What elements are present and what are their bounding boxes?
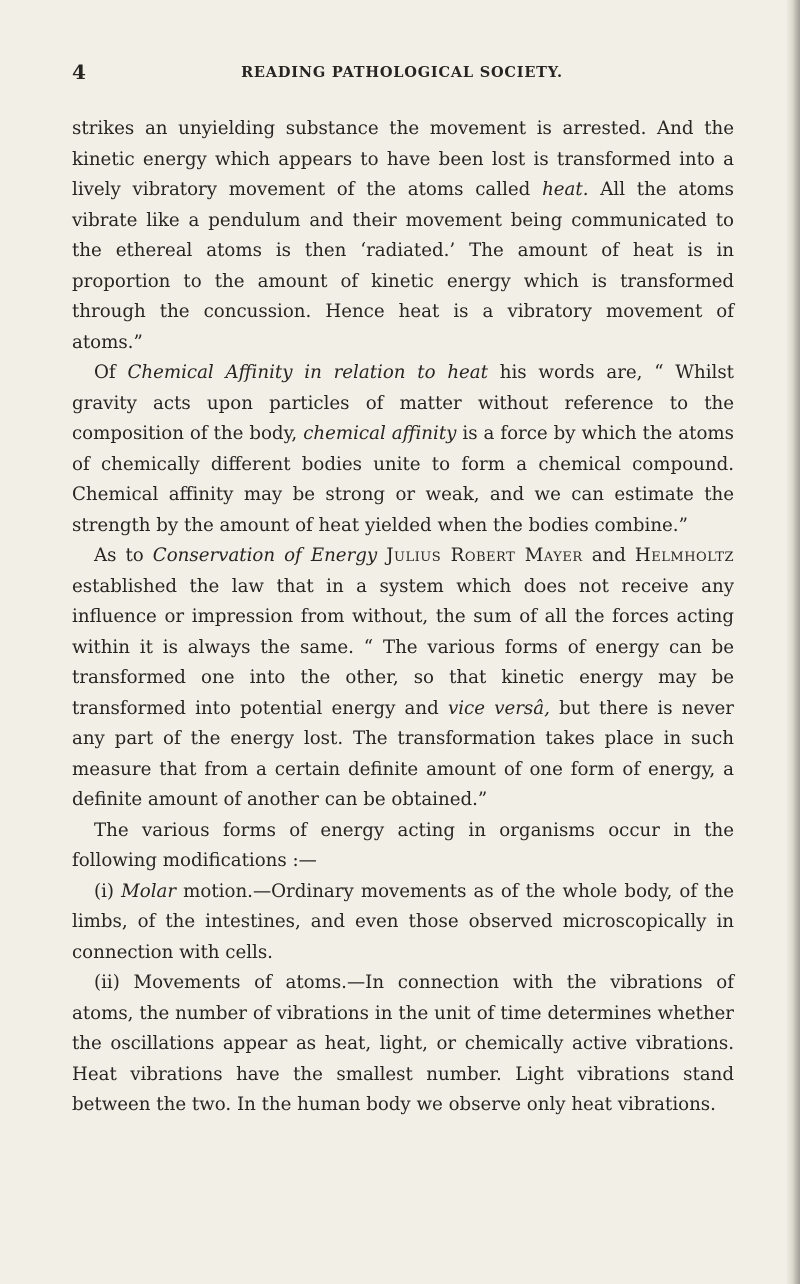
- text-run: All the atoms vibrate like a pendulum and their movement being communicated to the ethereal atoms is then ‘radiated.’ The amount of heat is in proportion to the amount of kinetic energy which is transformed through the concussion. Hence heat is a vibratory movement of atoms.”: [72, 179, 734, 353]
- text-run: (i): [94, 880, 122, 902]
- text-run: but there is never any part of the energy lost. The transformation takes place in such measure that from a certain definite amount of one form of energy, a definite amount of another can be obtained.”: [72, 697, 734, 810]
- running-title: READING PATHOLOGICAL SOCIETY.: [241, 64, 563, 81]
- text-run: established the law that in a system which does not receive any influence or impression from without, the sum of all the forces acting within it is always the same. “ The various forms of energy can be transformed one into the other, so that kinetic energy may be transformed into potential energy and: [72, 575, 734, 719]
- italic-heading-conservation-of-energy: Conservation of Energy: [152, 545, 378, 566]
- paragraph-forms-of-energy: The various forms of energy acting in organisms occur in the following modifications :—: [72, 819, 734, 871]
- text-run: strikes an unyielding substance the movement is arrested. And the kinetic energy which appears to have been lost is transformed into a lively vibratory movement of the atoms called: [72, 118, 734, 200]
- paragraph-conservation-of-energy: [72, 541, 734, 816]
- italic-term-molar: Molar: [121, 880, 177, 902]
- text-run: As to: [94, 545, 153, 566]
- page-number: 4: [72, 60, 86, 84]
- name-mayer: Julius Robert Mayer: [386, 545, 583, 566]
- italic-term-heat: heat.: [542, 179, 589, 200]
- text-run: [377, 545, 386, 566]
- italic-heading-chemical-affinity: Chemical Affinity in relation to heat: [127, 362, 488, 383]
- paragraph-movements-of-atoms: (ii) Movements of atoms.—In connection with the vibrations of atoms, the number of vibrations in the unit of time determines whether the oscillations appear as heat, light, or chemically active vibrations. Heat vibrations have the smallest number. Light vibrations stand between the two. In the human body we observe only heat vibrations.: [72, 972, 734, 1115]
- text-run: his words are, “ Whilst gravity acts upon particles of matter without reference to the composition of the body,: [72, 362, 734, 444]
- text-run: motion.—Ordinary movements as of the whole body, of the limbs, of the intestines, and even those observed microscopically in connection with cells.: [72, 880, 734, 963]
- paragraph-chemical-affinity: [72, 358, 734, 541]
- text-run: and: [582, 545, 635, 566]
- italic-term-chemical-affinity: chemical affinity: [303, 423, 457, 444]
- italic-term-vice-versa: vice versâ,: [447, 697, 550, 719]
- paragraph-heat-continuation: [72, 114, 734, 358]
- name-helmholtz: Helmholtz: [634, 545, 734, 566]
- text-run: Of: [94, 362, 128, 383]
- paragraph-molar-motion: [72, 877, 734, 969]
- page-header: [72, 60, 732, 90]
- page-edge-shadow: [786, 0, 800, 1284]
- text-run: is a force by which the atoms of chemically different bodies unite to form a chemical compound. Chemical affinity may be strong or weak, and we can estimate the strength by the amount of heat yielded when the bodies combine.”: [72, 423, 734, 536]
- body-text: [72, 114, 734, 1121]
